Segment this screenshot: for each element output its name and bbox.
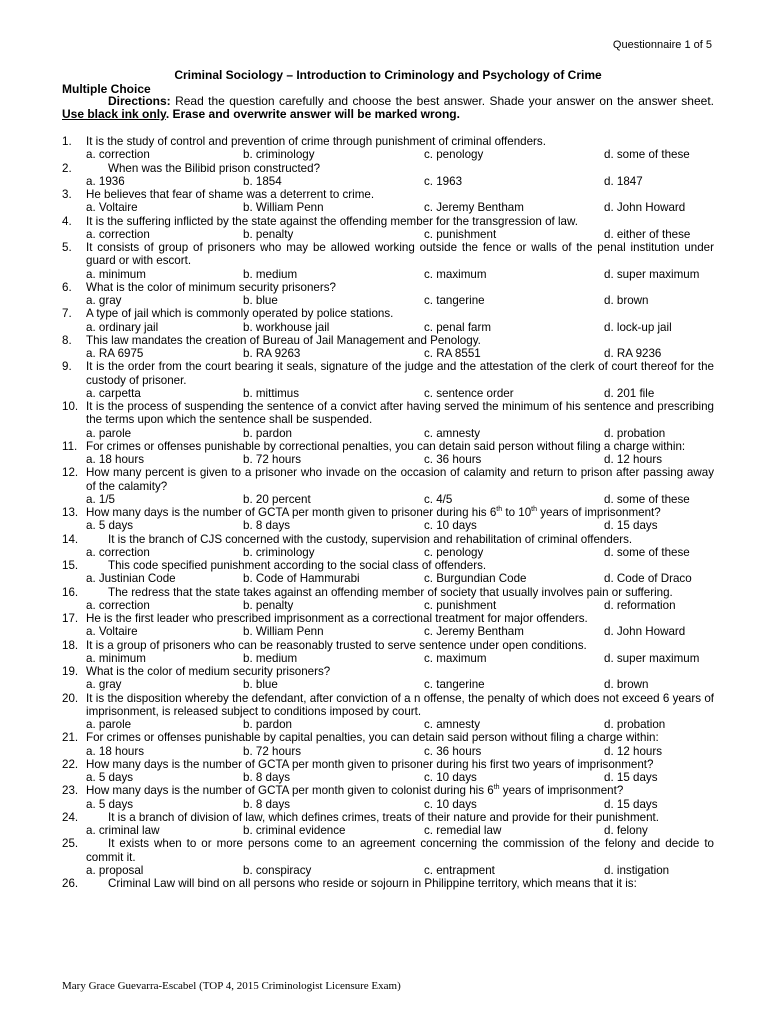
answer-choice: c. amnesty bbox=[424, 426, 481, 440]
answer-choice: c. Jeremy Bentham bbox=[424, 201, 524, 215]
answer-choice: a. carpetta bbox=[86, 386, 141, 400]
answer-choice: c. sentence order bbox=[424, 386, 514, 400]
answer-choice: b. conspiracy bbox=[243, 863, 312, 877]
answer-choice: c. RA 8551 bbox=[424, 347, 481, 360]
question-number: 16. bbox=[62, 585, 79, 599]
answer-choices bbox=[62, 572, 714, 585]
answer-choice: a. correction bbox=[86, 148, 150, 162]
answer-choice: b. William Penn bbox=[243, 201, 324, 215]
answer-choice: b. 8 days bbox=[243, 797, 291, 811]
question-number: 15. bbox=[62, 559, 79, 572]
answer-choice: b. pardon bbox=[243, 718, 292, 731]
question-item bbox=[62, 612, 714, 639]
answer-choice: c. 36 hours bbox=[424, 744, 482, 758]
answer-choice: b. Code of Hammurabi bbox=[243, 572, 360, 586]
answer-choice: b. criminology bbox=[243, 148, 315, 162]
question-item bbox=[62, 135, 714, 162]
answer-choice: b. pardon bbox=[243, 426, 292, 440]
question-text: How many days is the number of GCTA per month given to colonist during his 6th years of imprisonment? bbox=[86, 784, 624, 798]
answer-choice: c. penology bbox=[424, 148, 484, 162]
answer-choice: a. Voltaire bbox=[86, 625, 138, 639]
answer-choice: d. brown bbox=[604, 678, 649, 692]
answer-choices bbox=[62, 453, 714, 466]
question-item bbox=[62, 837, 714, 877]
answer-choice: c. entrapment bbox=[424, 863, 495, 877]
document-title: Criminal Sociology – Introduction to Criminology and Psychology of Crime bbox=[174, 68, 602, 82]
question-text: When was the Bilibid prison constructed? bbox=[108, 161, 321, 175]
directions-text: Read the question carefully and choose the best answer. Shade your answer on the answer sheet. bbox=[170, 94, 714, 108]
question-item bbox=[62, 639, 714, 666]
answer-choices bbox=[62, 228, 714, 241]
question-text: It is the disposition whereby the defendant, after conviction of a n offense, the penalty of which does not exceed 6 years of imprisonment, is released subject to conditions imposed by court. bbox=[86, 691, 714, 718]
answer-choice: a. minimum bbox=[86, 651, 146, 665]
answer-choice: d. either of these bbox=[604, 227, 691, 241]
page-label: Questionnaire 1 of 5 bbox=[612, 39, 712, 51]
answer-choice: a. 5 days bbox=[86, 519, 134, 533]
answer-choice: c. 10 days bbox=[424, 519, 477, 533]
answer-choices bbox=[62, 175, 714, 188]
directions-warning: . Erase and overwrite answer will be marked wrong. bbox=[165, 107, 460, 121]
question-text: It exists when to or more persons come to an agreement concerning the commission of the felony and decide to commit it. bbox=[86, 837, 714, 864]
question-number: 6. bbox=[62, 280, 72, 294]
question-number: 23. bbox=[62, 784, 79, 798]
question-item bbox=[62, 281, 714, 308]
answer-choice: a. 1936 bbox=[86, 174, 125, 188]
answer-choice: a. 18 hours bbox=[86, 453, 145, 466]
question-text: It is the branch of CJS concerned with the custody, supervision and rehabilitation of criminal offenders. bbox=[108, 532, 633, 546]
answer-choice: d. brown bbox=[604, 294, 649, 307]
question-number: 2. bbox=[62, 161, 72, 175]
question-item bbox=[62, 665, 714, 692]
question-item bbox=[62, 307, 714, 334]
answer-choice: b. criminal evidence bbox=[243, 824, 346, 837]
answer-choice: c. tangerine bbox=[424, 678, 485, 692]
answer-choice: d. probation bbox=[604, 426, 666, 440]
answer-choice: d. 1847 bbox=[604, 174, 643, 188]
answer-choice: b. RA 9263 bbox=[243, 347, 301, 360]
answer-choices bbox=[62, 864, 714, 877]
answer-choice: b. William Penn bbox=[243, 625, 324, 639]
answer-choice: c. remedial law bbox=[424, 824, 502, 837]
answer-choice: a. gray bbox=[86, 294, 122, 307]
question-item bbox=[62, 241, 714, 281]
question-item bbox=[62, 215, 714, 242]
answer-choice: b. mittimus bbox=[243, 386, 300, 400]
answer-choices bbox=[62, 268, 714, 281]
answer-choice: b. 72 hours bbox=[243, 453, 302, 466]
question-text: What is the color of medium security prisoners? bbox=[86, 665, 331, 678]
question-text: It is the process of suspending the sentence of a convict after having served the minimum of his sentence and prescribing the terms upon which the sentence shall be suspended. bbox=[86, 400, 714, 427]
answer-choices bbox=[62, 745, 714, 758]
answer-choice: a. ordinary jail bbox=[86, 320, 159, 334]
answer-choice: b. medium bbox=[243, 267, 298, 281]
question-text: For crimes or offenses punishable by correctional penalties, you can detain said person without filing a charge within: bbox=[86, 439, 686, 453]
answer-choice: a. correction bbox=[86, 545, 150, 559]
question-number: 1. bbox=[62, 135, 72, 148]
question-number: 10. bbox=[62, 400, 79, 413]
answer-choice: b. criminology bbox=[243, 545, 315, 559]
answer-choice: c. maximum bbox=[424, 651, 487, 665]
answer-choice: a. gray bbox=[86, 678, 122, 692]
answer-choice: b. penalty bbox=[243, 227, 294, 241]
answer-choices bbox=[62, 718, 714, 731]
question-item bbox=[62, 533, 714, 560]
answer-choice: c. 10 days bbox=[424, 797, 477, 811]
question-number: 4. bbox=[62, 214, 72, 228]
answer-choice: c. 36 hours bbox=[424, 453, 482, 466]
question-item bbox=[62, 360, 714, 400]
question-item bbox=[62, 466, 714, 506]
answer-choice: a. parole bbox=[86, 718, 132, 731]
question-item bbox=[62, 586, 714, 613]
answer-choice: d. some of these bbox=[604, 148, 690, 162]
answer-choices bbox=[62, 599, 714, 612]
question-text: It is a group of prisoners who can be reasonably trusted to serve sentence under open conditions. bbox=[86, 638, 587, 652]
answer-choice: a. 5 days bbox=[86, 797, 134, 811]
answer-choice: d. 15 days bbox=[604, 519, 658, 533]
question-item bbox=[62, 440, 714, 467]
answer-choices bbox=[62, 427, 714, 440]
answer-choices bbox=[62, 201, 714, 214]
question-text: How many days is the number of GCTA per month given to prisoner during his 6th to 10th years of imprisonment? bbox=[86, 506, 661, 519]
answer-choice: d. 12 hours bbox=[604, 453, 663, 466]
answer-choice: d. reformation bbox=[604, 598, 676, 612]
answer-choice: a. Voltaire bbox=[86, 201, 138, 215]
question-item bbox=[62, 811, 714, 838]
answer-choice: d. instigation bbox=[604, 863, 670, 877]
question-text: What is the color of minimum security prisoners? bbox=[86, 280, 336, 294]
answer-choice: c. tangerine bbox=[424, 294, 485, 307]
question-text: This law mandates the creation of Bureau of Jail Management and Penology. bbox=[86, 333, 481, 347]
question-number: 3. bbox=[62, 188, 72, 201]
answer-choice: b. 8 days bbox=[243, 771, 291, 784]
answer-choice: d. some of these bbox=[604, 545, 690, 559]
answer-choice: d. probation bbox=[604, 718, 666, 731]
answer-choice: d. 15 days bbox=[604, 797, 658, 811]
answer-choice: a. criminal law bbox=[86, 824, 160, 837]
question-number: 25. bbox=[62, 837, 79, 851]
answer-choice: c. Jeremy Bentham bbox=[424, 625, 524, 639]
answer-choice: a. parole bbox=[86, 426, 132, 440]
answer-choices bbox=[62, 519, 714, 532]
answer-choices bbox=[62, 798, 714, 811]
question-number: 24. bbox=[62, 810, 79, 824]
question-text: He is the first leader who prescribed imprisonment as a correctional treatment for major offenders. bbox=[86, 612, 588, 625]
question-text: It is the order from the court bearing it seals, signature of the judge and the attestation of the clerk of court thereof for the custody of prisoner. bbox=[86, 360, 714, 387]
answer-choice: a. minimum bbox=[86, 267, 146, 281]
answer-choice: a. 1/5 bbox=[86, 492, 116, 506]
question-item bbox=[62, 692, 714, 732]
answer-choices bbox=[62, 347, 714, 360]
question-item bbox=[62, 784, 714, 811]
question-text: The redress that the state takes against an offending member of society that usually involves pain or suffering. bbox=[108, 585, 673, 599]
answer-choices bbox=[62, 625, 714, 638]
question-number: 9. bbox=[62, 360, 72, 374]
answer-choice: d. Code of Draco bbox=[604, 572, 692, 586]
answer-choice: d. 15 days bbox=[604, 771, 658, 784]
answer-choices bbox=[62, 493, 714, 506]
answer-choice: c. penology bbox=[424, 545, 484, 559]
question-number: 8. bbox=[62, 333, 72, 347]
answer-choice: d. 201 file bbox=[604, 386, 655, 400]
answer-choice: b. blue bbox=[243, 294, 278, 307]
answer-choices bbox=[62, 678, 714, 691]
answer-choice: a. correction bbox=[86, 227, 150, 241]
question-item bbox=[62, 731, 714, 758]
question-number: 12. bbox=[62, 466, 79, 480]
answer-choice: c. punishment bbox=[424, 227, 497, 241]
answer-choice: a. correction bbox=[86, 598, 150, 612]
answer-choice: d. John Howard bbox=[604, 625, 686, 639]
answer-choice: a. proposal bbox=[86, 863, 144, 877]
question-number: 11. bbox=[62, 439, 78, 453]
question-number: 20. bbox=[62, 691, 79, 705]
answer-choice: c. 4/5 bbox=[424, 492, 453, 506]
answer-choice: c. penal farm bbox=[424, 320, 492, 334]
answer-choices bbox=[62, 824, 714, 837]
question-list bbox=[62, 135, 714, 890]
question-item bbox=[62, 188, 714, 215]
answer-choice: b. medium bbox=[243, 651, 298, 665]
question-text: This code specified punishment according to the social class of offenders. bbox=[108, 559, 487, 572]
answer-choice: b. penalty bbox=[243, 598, 294, 612]
question-text: He believes that fear of shame was a deterrent to crime. bbox=[86, 188, 375, 201]
question-text: It consists of group of prisoners who may be allowed working outside the fence or walls of the penal institution under guard or with escort. bbox=[86, 241, 714, 268]
answer-choices bbox=[62, 771, 714, 784]
answer-choice: c. amnesty bbox=[424, 718, 481, 731]
question-number: 18. bbox=[62, 638, 79, 652]
footer-author: Mary Grace Guevarra-Escabel (TOP 4, 2015 Criminologist Licensure Exam) bbox=[62, 980, 401, 992]
question-item bbox=[62, 334, 714, 361]
answer-choices bbox=[62, 321, 714, 334]
answer-choice: b. blue bbox=[243, 678, 278, 692]
answer-choice: d. some of these bbox=[604, 492, 690, 506]
answer-choices bbox=[62, 294, 714, 307]
question-number: 17. bbox=[62, 612, 79, 625]
answer-choice: a. Justinian Code bbox=[86, 572, 176, 586]
question-item bbox=[62, 162, 714, 189]
answer-choice: c. 1963 bbox=[424, 174, 463, 188]
question-item bbox=[62, 877, 714, 890]
answer-choice: b. 1854 bbox=[243, 174, 282, 188]
answer-choice: c. 10 days bbox=[424, 771, 477, 784]
answer-choice: d. 12 hours bbox=[604, 744, 663, 758]
question-number: 7. bbox=[62, 307, 72, 321]
answer-choice: a. RA 6975 bbox=[86, 347, 144, 360]
question-text: Criminal Law will bind on all persons who reside or sojourn in Philippine territory, which means that it is: bbox=[108, 877, 637, 890]
answer-choice: d. super maximum bbox=[604, 651, 700, 665]
question-number: 14. bbox=[62, 532, 79, 546]
question-text: A type of jail which is commonly operated by police stations. bbox=[86, 307, 394, 321]
question-number: 19. bbox=[62, 665, 79, 678]
answer-choice: c. Burgundian Code bbox=[424, 572, 527, 586]
answer-choice: d. RA 9236 bbox=[604, 347, 662, 360]
question-item bbox=[62, 559, 714, 586]
answer-choice: b. 8 days bbox=[243, 519, 291, 533]
question-text: It is the suffering inflicted by the state against the offending member for the transgression of law. bbox=[86, 214, 578, 228]
question-item bbox=[62, 506, 714, 533]
question-item bbox=[62, 758, 714, 785]
question-number: 5. bbox=[62, 241, 72, 254]
section-heading: Multiple Choice bbox=[62, 82, 151, 96]
question-text: For crimes or offenses punishable by capital penalties, you can detain said person without filing a charge within: bbox=[86, 731, 659, 745]
directions-ink-note: Use black ink only bbox=[62, 107, 166, 121]
question-text: How many days is the number of GCTA per month given to prisoner during his first two years of imprisonment? bbox=[86, 757, 654, 771]
answer-choice: d. John Howard bbox=[604, 201, 686, 215]
question-item bbox=[62, 400, 714, 440]
answer-choice: b. 72 hours bbox=[243, 744, 302, 758]
answer-choices bbox=[62, 387, 714, 400]
answer-choices bbox=[62, 148, 714, 161]
answer-choice: a. 5 days bbox=[86, 771, 134, 784]
directions bbox=[62, 95, 714, 121]
answer-choices bbox=[62, 652, 714, 665]
answer-choice: c. maximum bbox=[424, 267, 487, 281]
question-text: It is the study of control and prevention of crime through punishment of criminal offenders. bbox=[86, 135, 546, 148]
question-text: How many percent is given to a prisoner who invade on the occasion of calamity and return to prison after passing away of the calamity? bbox=[86, 466, 714, 493]
question-number: 21. bbox=[62, 731, 79, 745]
answer-choice: c. punishment bbox=[424, 598, 497, 612]
question-number: 26. bbox=[62, 877, 79, 890]
answer-choice: b. workhouse jail bbox=[243, 320, 330, 334]
question-number: 13. bbox=[62, 506, 79, 519]
question-number: 22. bbox=[62, 757, 79, 771]
question-text: It is a branch of division of law, which defines crimes, treats of their nature and provide for their punishment. bbox=[108, 810, 659, 824]
answer-choice: d. lock-up jail bbox=[604, 320, 672, 334]
answer-choices bbox=[62, 546, 714, 559]
directions-label: Directions: bbox=[108, 94, 171, 108]
answer-choice: d. felony bbox=[604, 824, 648, 837]
answer-choice: b. 20 percent bbox=[243, 492, 311, 506]
answer-choice: d. super maximum bbox=[604, 267, 700, 281]
answer-choice: a. 18 hours bbox=[86, 744, 145, 758]
